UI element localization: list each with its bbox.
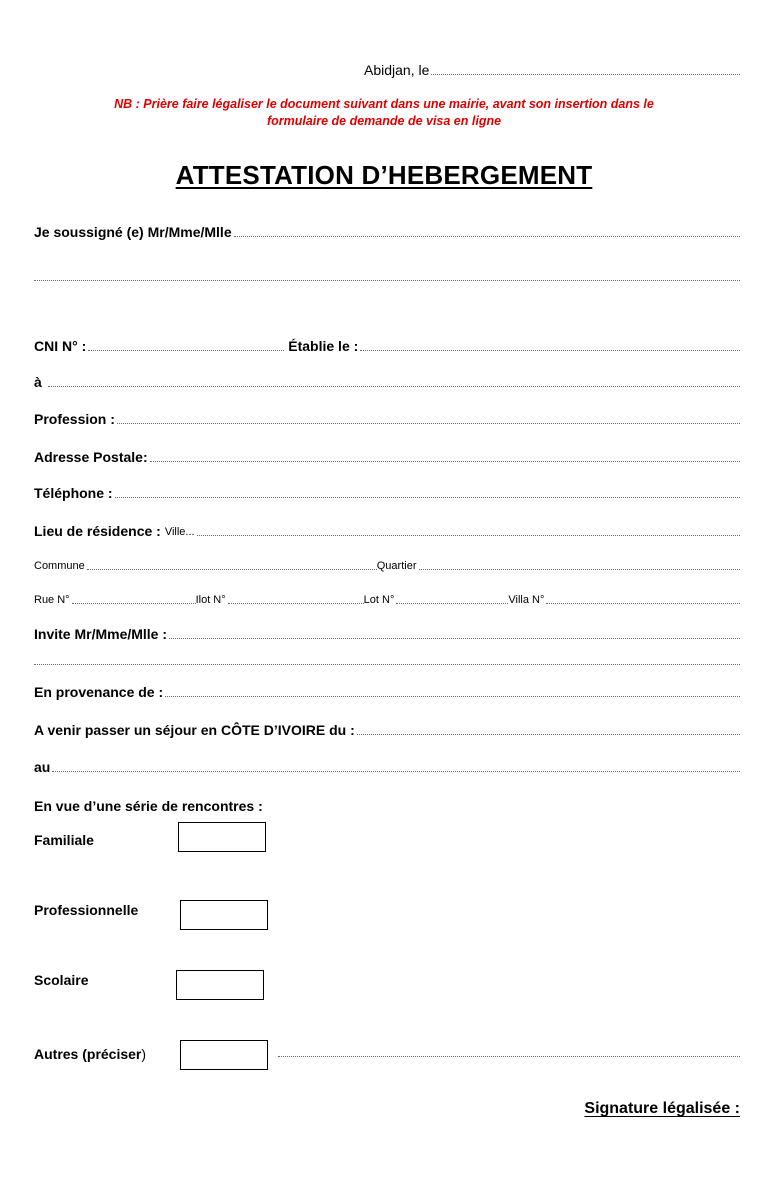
quartier-field[interactable] xyxy=(419,569,741,570)
provenance-field[interactable] xyxy=(165,696,740,697)
au-row xyxy=(34,759,740,775)
a-label: à xyxy=(34,374,42,390)
place-date-row xyxy=(364,62,740,78)
familiale-checkbox[interactable] xyxy=(178,822,266,852)
sejour-start-field[interactable] xyxy=(357,734,740,735)
profession-row xyxy=(34,411,740,427)
professionnelle-checkbox[interactable] xyxy=(180,900,268,930)
autres-checkbox[interactable] xyxy=(180,1040,268,1070)
lot-field[interactable] xyxy=(396,603,508,604)
autres-precision-field[interactable] xyxy=(278,1056,740,1057)
ilot-field[interactable] xyxy=(228,603,364,604)
adresse-row xyxy=(34,449,740,465)
signature-label: Signature légalisée : xyxy=(584,1100,740,1117)
soussigne-continuation-line[interactable] xyxy=(34,280,740,281)
provenance-row xyxy=(34,684,740,700)
notice-line-2: formulaire de demande de visa en ligne xyxy=(266,114,502,128)
residence-row xyxy=(34,523,740,539)
cni-label: CNI N° : xyxy=(34,338,87,354)
place-date-label: Abidjan, le xyxy=(364,62,430,78)
rue-label: Rue N° xyxy=(34,594,70,606)
residence-label: Lieu de résidence : xyxy=(34,523,161,539)
adresse-field[interactable] xyxy=(150,461,740,462)
soussigne-row xyxy=(34,224,740,240)
address-details-row xyxy=(34,594,740,607)
autres-label xyxy=(34,1046,146,1062)
telephone-row xyxy=(34,485,740,501)
sejour-label: A venir passer un séjour en CÔTE D’IVOIRE du : xyxy=(34,722,355,738)
commune-row xyxy=(34,560,740,573)
telephone-label: Téléphone : xyxy=(34,485,113,501)
sejour-row xyxy=(34,722,740,738)
rue-field[interactable] xyxy=(72,603,196,604)
profession-field[interactable] xyxy=(117,423,740,424)
invite-continuation-line[interactable] xyxy=(34,664,740,665)
ville-label: Ville... xyxy=(164,526,195,538)
quartier-label: Quartier xyxy=(376,560,417,572)
profession-label: Profession : xyxy=(34,411,115,427)
rencontres-label: En vue d’une série de rencontres : xyxy=(34,798,263,814)
legalization-notice xyxy=(40,96,728,130)
soussigne-field[interactable] xyxy=(234,236,740,237)
cni-field[interactable] xyxy=(88,350,284,351)
invite-field[interactable] xyxy=(169,638,740,639)
a-row xyxy=(34,374,740,390)
scolaire-checkbox[interactable] xyxy=(176,970,264,1000)
professionnelle-label: Professionnelle xyxy=(34,902,139,918)
ville-field[interactable] xyxy=(197,535,740,536)
invite-row xyxy=(34,626,740,642)
familiale-label: Familiale xyxy=(34,832,94,848)
invite-label: Invite Mr/Mme/Mlle : xyxy=(34,626,168,642)
soussigne-label: Je soussigné (e) Mr/Mme/Mlle xyxy=(34,224,232,240)
scolaire-label: Scolaire xyxy=(34,972,89,988)
sejour-end-field[interactable] xyxy=(52,771,740,772)
provenance-label: En provenance de : xyxy=(34,684,164,700)
lot-label: Lot N° xyxy=(363,594,395,606)
villa-label: Villa N° xyxy=(508,594,545,606)
ilot-label: Ilot N° xyxy=(195,594,226,606)
etablie-field[interactable] xyxy=(360,350,740,351)
villa-field[interactable] xyxy=(546,603,740,604)
document-title: ATTESTATION D’HEBERGEMENT xyxy=(175,160,593,190)
date-field[interactable] xyxy=(431,74,740,75)
adresse-label: Adresse Postale: xyxy=(34,449,148,465)
etablie-label: Établie le : xyxy=(288,338,359,354)
commune-field[interactable] xyxy=(87,569,377,570)
autres-label-bold: Autres (préciser xyxy=(34,1046,142,1062)
commune-label: Commune xyxy=(34,560,85,572)
au-label: au xyxy=(34,759,51,775)
cni-row xyxy=(34,338,740,354)
telephone-field[interactable] xyxy=(115,497,740,498)
notice-line-1: NB : Prière faire légaliser le document suivant dans une mairie, avant son insertion dans le xyxy=(114,97,654,111)
autres-label-paren: ) xyxy=(141,1046,147,1062)
a-field[interactable] xyxy=(48,386,740,387)
